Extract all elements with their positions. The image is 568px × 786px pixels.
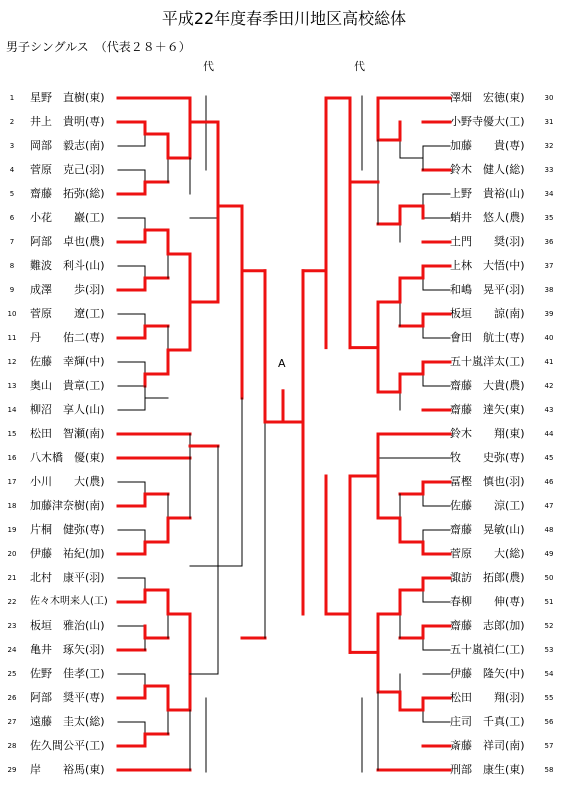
player-number: 58 [544,766,554,774]
player-name: 菅原 遼(工) [30,307,105,320]
player-name: 難波 利斗(山) [30,259,105,272]
player-name: 岸 裕馬(東) [30,763,105,776]
player-number: 45 [544,454,554,462]
player-number: 44 [544,430,554,438]
player-name: 加藤 貴(専) [450,139,525,152]
player-name: 澤畑 宏徳(東) [450,91,525,104]
player-name: 刑部 康生(東) [450,763,525,776]
player-number: 35 [544,214,554,222]
player-number: 22 [7,598,17,606]
player-number: 52 [544,622,554,630]
player-name: 亀井 琢矢(羽) [30,643,105,656]
player-number: 55 [544,694,554,702]
player-name: 齋藤 拓弥(総) [30,187,105,200]
player-name: 伊藤 祐紀(加) [30,547,105,560]
player-number: 42 [544,382,554,390]
player-name: 星野 直樹(東) [30,91,105,104]
player-name: 會田 航士(専) [450,331,525,344]
player-name: 齋藤 達矢(東) [450,403,525,416]
player-name: 板垣 雅治(山) [30,619,105,632]
player-number: 56 [544,718,554,726]
player-name: 小花 巖(工) [30,211,105,224]
player-number: 13 [7,382,17,390]
player-number: 40 [544,334,554,342]
player-name: 加藤津奈樹(南) [30,499,105,512]
player-name: 齋藤 大貴(農) [450,379,525,392]
player-name: 丹 佑二(専) [30,331,105,344]
representative-marker-left: 代 [203,60,214,73]
player-number: 31 [544,118,554,126]
player-number: 50 [544,574,554,582]
player-number: 37 [544,262,554,270]
player-name: 上林 大悟(中) [450,259,525,272]
player-number: 5 [9,190,15,198]
player-name: 鈴木 健人(総) [450,163,525,176]
player-name: 柳沼 享人(山) [30,403,105,416]
representative-marker-right: 代 [354,60,365,73]
player-number: 51 [544,598,554,606]
player-name: 斎藤 祥司(南) [450,739,525,752]
player-number: 32 [544,142,554,150]
player-name: 板垣 諒(南) [450,307,525,320]
player-name: 冨樫 慎也(羽) [450,475,525,488]
player-name: 小野寺優大(工) [450,115,525,128]
player-name: 岡部 毅志(南) [30,139,105,152]
player-name: 牧 史弥(専) [450,451,525,464]
player-number: 8 [9,262,15,270]
player-number: 47 [544,502,554,510]
player-name: 阿部 奨平(専) [30,691,105,704]
player-name: 上野 貴裕(山) [450,187,525,200]
player-number: 14 [7,406,17,414]
player-name: 阿部 卓也(農) [30,235,105,248]
player-name: 佐久間公平(工) [30,739,105,752]
player-name: 井上 貴明(専) [30,115,105,128]
player-number: 24 [7,646,17,654]
player-number: 54 [544,670,554,678]
player-number: 11 [7,334,17,342]
player-number: 15 [7,430,17,438]
player-number: 21 [7,574,17,582]
player-name: 佐々木明来人(工) [30,596,108,607]
player-number: 4 [9,166,15,174]
player-name: 伊藤 隆矢(中) [450,667,525,680]
player-number: 2 [9,118,15,126]
player-name: 松田 翔(羽) [450,691,525,704]
page-title: 平成22年度春季田川地区高校総体 [161,9,407,28]
player-name: 菅原 克己(羽) [30,163,105,176]
player-number: 18 [7,502,17,510]
player-name: 鈴木 翔(東) [450,427,525,440]
player-number: 19 [7,526,17,534]
player-name: 菅原 大(総) [450,547,525,560]
player-number: 41 [544,358,554,366]
player-number: 46 [544,478,554,486]
player-number: 38 [544,286,554,294]
player-name: 片桐 健弥(専) [30,523,105,536]
player-number: 36 [544,238,554,246]
player-name: 齋藤 晃敏(山) [450,523,525,536]
player-name: 奥山 貴章(工) [30,379,105,392]
player-name: 諏訪 拓郎(農) [450,571,525,584]
player-number: 25 [7,670,17,678]
player-number: 48 [544,526,554,534]
player-number: 43 [544,406,554,414]
player-number: 53 [544,646,554,654]
player-number: 7 [9,238,15,246]
player-number: 23 [7,622,17,630]
player-name: 成澤 歩(羽) [30,283,105,296]
player-number: 3 [9,142,15,150]
player-name: 小川 大(農) [30,475,105,488]
final-label: A [278,357,286,370]
event-subtitle: 男子シングルス （代表２８＋６） [6,40,191,54]
player-name: 庄司 千真(工) [450,715,525,728]
player-name: 春柳 伸(専) [450,595,525,608]
player-name: 蛸井 悠人(農) [450,211,525,224]
player-name: 和嶋 晃平(羽) [450,283,525,296]
player-name: 北村 康平(羽) [30,571,105,584]
player-name: 八木橋 優(東) [30,451,105,464]
player-name: 佐藤 幸輝(中) [30,355,105,368]
player-name: 五十嵐洋太(工) [450,355,525,368]
player-number: 26 [7,694,17,702]
player-number: 12 [7,358,17,366]
player-number: 10 [7,310,17,318]
player-number: 17 [7,478,17,486]
player-number: 27 [7,718,17,726]
player-name: 五十嵐禎仁(工) [450,643,525,656]
player-number: 16 [7,454,17,462]
player-name: 遠藤 圭太(総) [30,715,105,728]
player-number: 6 [9,214,15,222]
player-name: 佐野 佳孝(工) [30,667,105,680]
player-number: 9 [9,286,15,294]
player-number: 20 [7,550,17,558]
player-name: 土門 奨(羽) [450,235,525,248]
player-name: 佐藤 涼(工) [450,499,525,512]
player-number: 30 [544,94,554,102]
player-name: 松田 智瀬(南) [30,427,105,440]
player-number: 57 [544,742,554,750]
player-number: 39 [544,310,554,318]
player-number: 29 [7,766,17,774]
player-name: 齋藤 志郎(加) [450,619,525,632]
player-number: 33 [544,166,554,174]
player-number: 49 [544,550,554,558]
player-number: 1 [9,94,15,102]
player-number: 28 [7,742,17,750]
player-number: 34 [544,190,554,198]
